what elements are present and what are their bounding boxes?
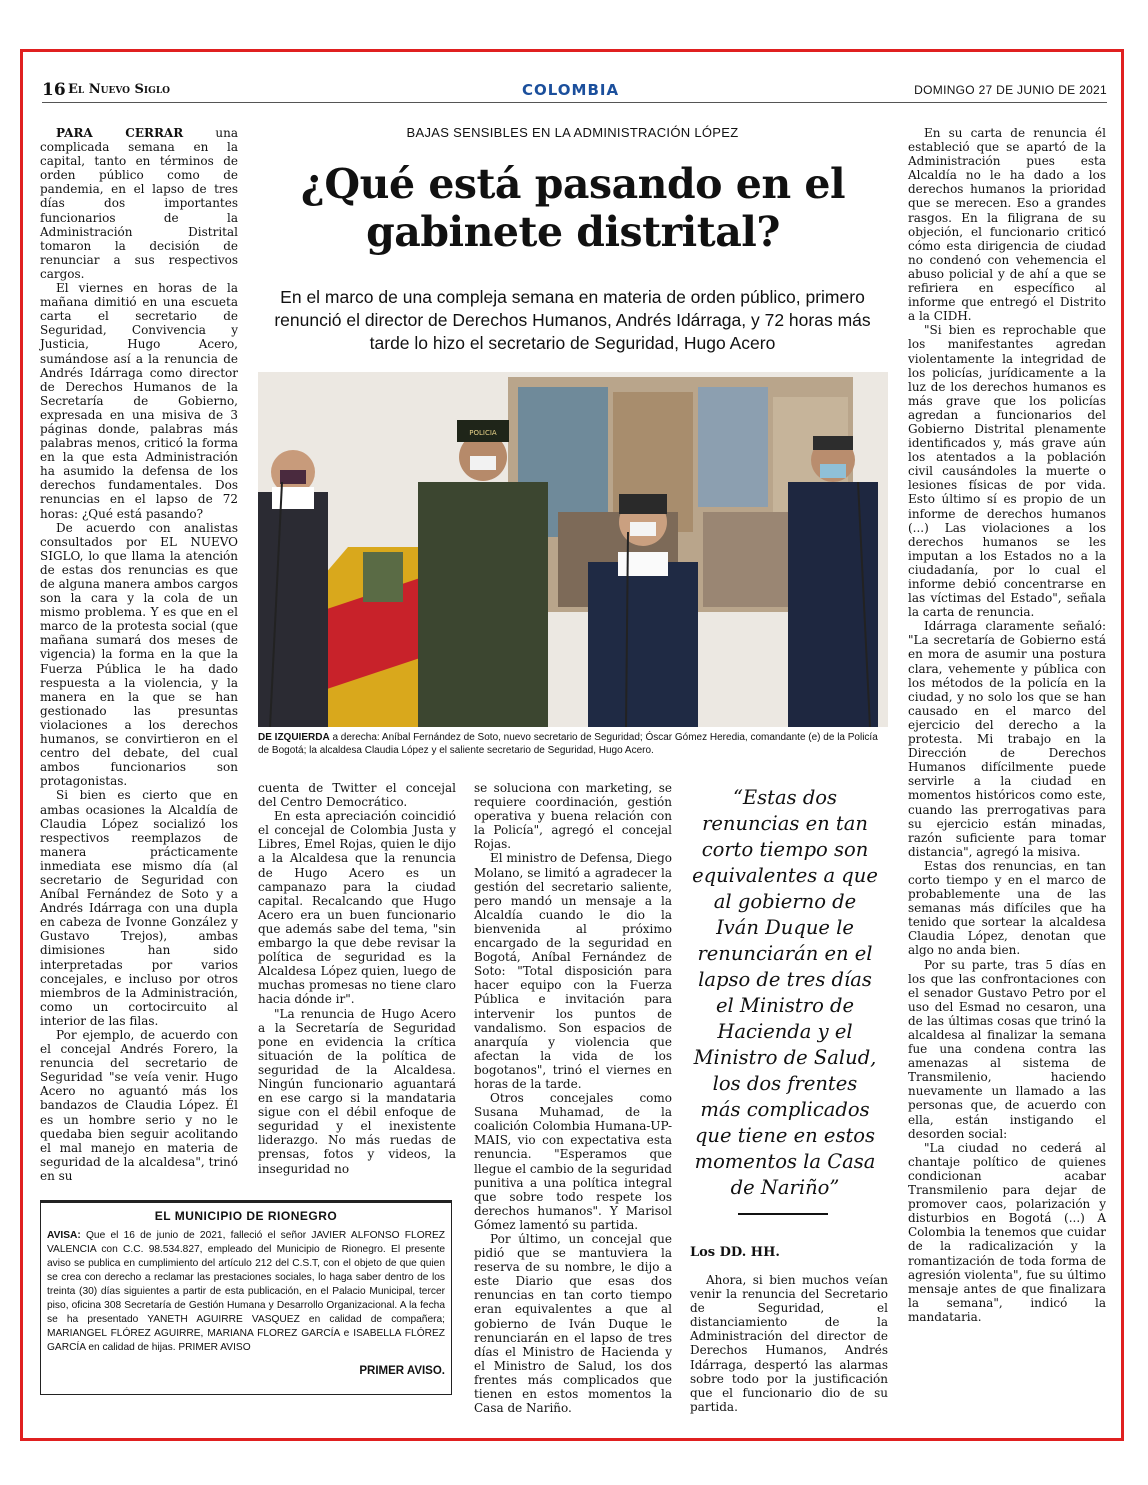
- article-subheadline: En el marco de una compleja semana en materia de orden público, primero renunció el director de Derechos Humanos, Andrés Idárraga, y 72 horas más tarde lo hizo el secretario de Seguridad, Hugo Acero: [274, 287, 871, 353]
- paragraph: "Si bien es reprochable que los manifestantes agredan violentamente la integridad de los policías, jurídicamente a la luz de los derechos humanos es más grave que los policías agredan a funcionarios del Gobierno Distrital plenamente identificados y, más grave aún los atentados a la población civil causándoles la muerte o lesiones físicas de por vida. Esto último sí es propio de un informe de derechos humanos (...) Las violaciones a los derechos humanos se les imputan a los Estados no a la ciudadanía, por lo cual el informe debió concentrarse en las víctimas del Estado", señala la carta de renuncia.: [908, 323, 1106, 620]
- page-header: [42, 80, 1107, 103]
- notice-body: [47, 1229, 445, 1355]
- column-4: [690, 1273, 888, 1414]
- column-3: [474, 781, 672, 1415]
- paragraph: Otros concejales como Susana Muhamad, de la coalición Colombia Humana-UP-MAIS, vio con expectativa esta renuncia. "Esperamos que llegue el cambio de la seguridad punitiva a una política integral que sobre todo respete los derechos humanos". Y Marisol Gómez lamentó su partida.: [474, 1091, 672, 1232]
- paragraph: Por ejemplo, de acuerdo con el concejal Andrés Forero, la renuncia del secretario de Seguridad "se veía venir. Hugo Acero no aguantó más los bandazos de Claudia López. Él es un hombre serio y no le quedaba bien seguir acolitando el mal manejo en materia de seguridad de la alcaldesa", trinó en su: [40, 1028, 238, 1183]
- lead-in: PARA CERRAR: [56, 126, 184, 140]
- section-subhead: Los DD. HH.: [690, 1245, 780, 1260]
- police-cap-badge: POLICIA: [469, 429, 497, 437]
- column-5: [908, 126, 1106, 1324]
- notice-text: Que el 16 de junio de 2021, falleció el señor JAVIER ALFONSO FLOREZ VALENCIA con C.C. 98.534.827, empleado del Municipio de Rionegro. El presente aviso se publica en cumplimiento del artículo 212 del C.S.T, con el objeto de que quien se crea con derecho a reclamar las prestaciones sociales, lo haga saber dentro de los treinta (30) días siguientes a partir de esta publicación, en el Palacio Municipal, tercer piso, oficina 308 Secretaría de Gestión Humana y Desarrollo Organizacional. A la fecha se ha presentado YANETH AGUIRRE VASQUEZ en calidad de compañera; MARIANGEL FLÓREZ AGUIRRE, MARIANA FLOREZ GARCÍA e ISABELLA FLÓREZ GARCÍA en calidad de hijas. PRIMER AVISO: [47, 1230, 445, 1353]
- paragraph: Ahora, si bien muchos veían venir la renuncia del Secretario de Seguridad, el distanciamiento de la Administración del director de Derechos Humanos, Andrés Idárraga, despertó las alarmas sobre todo por la justificación que el funcionario dio de su partida.: [690, 1273, 888, 1414]
- photo-caption: [258, 731, 888, 757]
- paragraph: En esta apreciación coincidió el concejal de Colombia Justa y Libres, Emel Rojas, quien le dijo a la Alcaldesa que la renuncia de Hugo Acero es un campanazo para la ciudad capital. Recalcando que Hugo Acero era un buen funcionario que además sabe del tema, "sin embargo la que debe revisar la política de seguridad es la Alcaldesa López quien, luego de muchas promesas no tiene claro hacia dónde ir".: [258, 809, 456, 1007]
- paragraph: "La renuncia de Hugo Acero a la Secretaría de Seguridad pone en evidencia la crítica situación de la política de seguridad de la Alcaldesa. Ningún funcionario aguantará en ese cargo si la mandataria sigue con el débil enfoque de seguridad y el inexistente liderazgo. No más ruedas de prensas, fotos y videos, la inseguridad no: [258, 1006, 456, 1176]
- page-number: 16: [42, 80, 66, 100]
- notice-title: EL MUNICIPIO DE RIONEGRO: [154, 1209, 338, 1223]
- paragraph: Idárraga claramente señaló: "La secretaría de Gobierno está en mora de asumir una postura clara, vehemente y pública con los métodos de la policía en la ciudad, y no solo los que se han causado en el marco del ejercicio del derecho a la protesta. Mi trabajo en la Dirección de Derechos Humanos difícilmente puede servirle a la ciudad en momentos históricos como este, cuando las prerrogativas para su ejercicio están minadas, razón suficiente para tomar distancia", agregó la misiva.: [908, 619, 1106, 859]
- caption-lead: DE IZQUIERDA: [258, 732, 330, 743]
- paragraph: El viernes en horas de la mañana dimitió en una escueta carta el secretario de Seguridad, Convivencia y Justicia, Hugo Acero, sumándose así a la renuncia de Andrés Idárraga como director de Derechos Humanos de la Secretaría de Gobierno, expresada en una misiva de 3 páginas donde, palabras más palabras menos, criticó la forma en la que esta Administración ha asumido la defensa de los derechos fundamentales. Dos renuncias en el lapso de 72 horas: ¿Qué está pasando?: [40, 281, 238, 521]
- paragraph: En su carta de renuncia él estableció que se apartó de la Administración pues esta Alcaldía no le ha dado a los derechos humanos la prioridad que se merecen. Eso a grandes rasgos. En la filigrana de su objeción, el funcionario criticó cómo esta dirigencia de ciudad no condenó con vehemencia el abuso policial y de ahí a que se refiriera en específico al informe que entregó el Distrito a la CIDH.: [908, 126, 1106, 324]
- column-1: [40, 126, 238, 1183]
- paragraph: Por su parte, tras 5 días en los que las confrontaciones con el senador Gustavo Petro por el uso del Esmad no cesaron, una de las últimas cosas que trinó la alcaldesa al finalizar la semana fue una condena contra las amenazas al sistema de Transmilenio, haciendo nuevamente un llamado a las personas que, de acuerdo con ella, están instigando el desorden social:: [908, 957, 1106, 1141]
- column-2: [258, 781, 456, 1176]
- paragraph: El ministro de Defensa, Diego Molano, se limitó a agradecer la gestión del secretario saliente, pero mandó un mensaje a la Alcaldía cuando le dio la bienvenida al próximo encargado de la seguridad en Bogotá, Aníbal Fernández de Soto: "Total disposición para hacer equipo con la Fuerza Pública e invitación para intervenir los puntos de vandalismo. Son espacios de anarquía y violencia que afectan la vida de los bogotanos", trinó el viernes en horas de la tarde.: [474, 851, 672, 1091]
- legal-notice: [40, 1200, 452, 1395]
- issue-date: DOMINGO 27 DE JUNIO DE 2021: [914, 83, 1107, 97]
- newspaper-name: El Nuevo Siglo: [68, 82, 170, 97]
- notice-lead: AVISA:: [47, 1230, 81, 1241]
- section-name: COLOMBIA: [522, 81, 620, 99]
- press-conference-illustration: [258, 372, 888, 727]
- paragraph: se soluciona con marketing, se requiere coordinación, gestión operativa y buena relación con la Policía", agregó el concejal Rojas.: [474, 781, 672, 852]
- article-kicker: BAJAS SENSIBLES EN LA ADMINISTRACIÓN LÓPEZ: [406, 125, 739, 140]
- paragraph: De acuerdo con analistas consultados por EL NUEVO SIGLO, lo que llama la atención de estas dos renuncias es que de alguna manera ambos cargos son la cara y la cola de un mismo problema. Y es que en el marco de la protesta social (que mañana sumará dos meses de vigencia) la forma en la que la Fuerza Pública le ha dado respuesta a la violencia, y la manera en la que se han gestionado las presuntas violaciones a los derechos humanos, se convirtieron en el centro del debate, del cual ambos funcionarios son protagonistas.: [40, 520, 238, 789]
- paragraph: "La ciudad no cederá al chantaje político de quienes condicionan acabar Transmilenio para dejar de promover caos, polarización y disturbios en Bogotá (...) A Colombia la tenemos que cuidar de la radicalización y la romantización de toda forma de agresión violenta", fue su último mensaje antes de que finalizara la semana", indicó la mandataria.: [908, 1140, 1106, 1324]
- notice-footer: PRIMER AVISO.: [359, 1365, 445, 1377]
- pull-quote: “Estas dos renuncias en tan corto tiempo son equivalentes a que al gobierno de Iván Duque le renunciarán en el lapso de tres días el Ministro de Hacienda y el Ministro de Salud, los dos frentes más complicados que tiene en estos momentos la Casa de Nariño”: [692, 786, 878, 1199]
- paragraph: Estas dos renuncias, en tan corto tiempo y en el marco de probablemente una de las semanas más difíciles que ha tenido que sortear la alcaldesa Claudia López, denotan que algo no anda bien.: [908, 858, 1106, 958]
- article-headline: ¿Qué está pasando en el gabinete distrital?: [300, 160, 846, 256]
- paragraph: Si bien es cierto que en ambas ocasiones la Alcaldía de Claudia López socializó los respectivos reemplazos de manera prácticamente inmediata ese mismo día (al secretario de Seguridad con Aníbal Fernández de Soto y a Andrés Idárraga con una dupla en cabeza de Ivonne González y Gustavo Trejos), ambas dimisiones han sido interpretadas por varios concejales, e incluso por otros miembros de la Administración, como un cortocircuito al interior de las filas.: [40, 788, 238, 1028]
- paragraph: Por último, un concejal que pidió que se mantuviera la reserva de su nombre, le dijo a este Diario que esas dos renuncias en tan corto tiempo eran equivalentes a que al gobierno de Iván Duque le renunciarán en el lapso de tres días el Ministro de Hacienda y el Ministro de Salud, los dos frentes más complicados que tienen en estos momentos la Casa de Nariño.: [474, 1232, 672, 1416]
- article-photo: [258, 372, 888, 727]
- paragraph: cuenta de Twitter el concejal del Centro Democrático.: [258, 781, 456, 810]
- paragraph: una complicada semana en la capital, tanto en términos de orden público como de pandemia, en el lapso de tres días dos importantes funcionarios de la Administración Distrital tomaron la decisión de renunciar a sus respectivos cargos.: [40, 126, 238, 281]
- pull-quote-rule: [738, 1213, 828, 1215]
- caption-text: a derecha: Aníbal Fernández de Soto, nuevo secretario de Seguridad; Óscar Gómez Heredia, comandante (e) de la Policía de Bogotá; la alcaldesa Claudia López y el saliente secretario de Seguridad, Hugo Acero.: [258, 732, 878, 756]
